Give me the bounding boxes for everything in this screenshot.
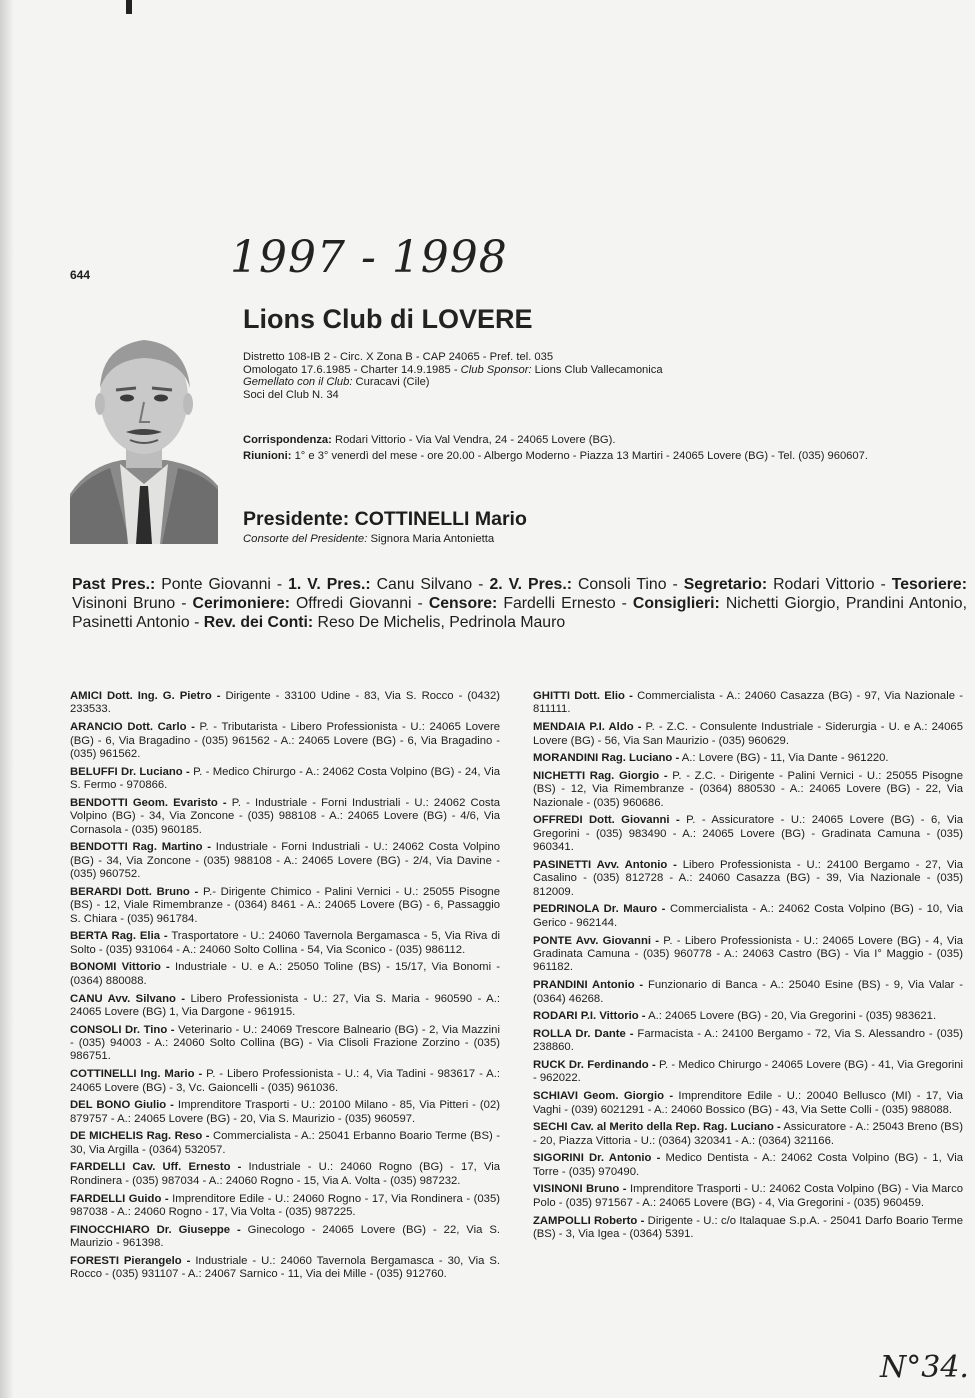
member-details: Commercialista - A.: 25041 Erbanno Boario Terme (BS) - 30, Via Argilla - (0364) 532057. [70,1130,501,1156]
officer-value: Fardelli Ernesto - [497,595,633,612]
member-name: ROLLA Dr. Dante - [533,1027,634,1040]
member-entry [533,1090,963,1117]
member-details: Industriale - U.: 24060 Tavernola Bergamasca - 30, Via S. Rocco - (035) 931107 - A.: 24067 Sarnico - 11, Via dei Mille - (035) 912760. [70,1254,500,1281]
club-info-line: Gemellato con il Club: Curacavi (Cile) [243,376,430,389]
member-name: PRANDINI Antonio - [533,979,644,992]
member-name: FARDELLI Cav. Uff. Ernesto - [70,1161,242,1174]
member-details: P. - Medico Chirurgo - A.: 24062 Costa Volpino (BG) - 24, Via S. Fermo - 970866. [70,765,500,792]
member-entry [70,1255,500,1282]
club-contact [243,432,953,464]
member-details: P. - Tributarista - Libero Professionista - U.: 24065 Lovere (BG) - 6, Via Bragadino - (035) 961562 - A.: 24065 Lovere (BG) - 6, Via Bragadino - (035) 961562. [70,721,500,760]
member-details: Ginecologo - 24065 Lovere (BG) - 22, Via S. Maurizio - 961398. [70,1223,500,1250]
member-name: BERTA Rag. Elia - [70,930,168,943]
member-details: A.: Lovere (BG) - 11, Via Dante - 961220. [679,752,889,765]
member-name: COTTINELLI Ing. Mario - [70,1068,203,1081]
member-name: PASINETTI Avv. Antonio - [533,858,677,871]
officer-value: Nichetti Giorgio, Prandini Antonio, Pasinetti Antonio - [72,595,967,631]
member-details: Industriale - U. e A.: 25050 Toline (BS) - 15/17, Via Bonomi - (0364) 880088. [70,961,501,987]
president-portrait [70,318,218,544]
officer-value: Ponte Giovanni - [155,576,289,593]
member-name: RUCK Dr. Ferdinando - [533,1059,656,1072]
member-details: Imprenditore Trasporti - U.: 24062 Costa Volpino (BG) - Via Marco Polo - (035) 971567 - A.: 24065 Lovere (BG) - 4, Via Gregorini - (035) 960459. [533,1183,963,1209]
member-name: DE MICHELIS Rag. Reso - [70,1130,210,1143]
member-entry [70,1224,500,1251]
member-entry [70,1099,500,1126]
member-name: FORESTI Pierangelo - [70,1254,191,1267]
club-sponsor-label: Club Sponsor: [460,363,532,376]
scan-edge-shadow [0,0,14,1398]
member-name: MENDAIA P.I. Aldo - [533,721,642,734]
member-details: Medico Dentista - A.: 24062 Costa Volpino (BG) - 1, Via Torre - (035) 970490. [533,1152,963,1178]
member-details: Funzionario di Banca - A.: 25040 Esine (BS) - 9, Via Valar - (0364) 46268. [533,979,963,1005]
member-name: RODARI P.I. Vittorio - [533,1010,646,1023]
officer-label: Past Pres.: [72,576,156,593]
officer-value: Reso De Michelis, Pedrinola Mauro [313,614,566,631]
correspondence-line: Corrispondenza: Rodari Vittorio - Via Val Vendra, 24 - 24065 Lovere (BG). [243,434,616,446]
member-name: BENDOTTI Rag. Martino - [70,841,212,854]
officer-label: Segretario: [683,576,768,593]
member-details: Libero Professionista - U.: 24100 Bergamo - 27, Via Casalino - (035) 812728 - A.: 24060 Casazza (BG) - 39, Via Nazionale - (035) 812009. [533,858,963,898]
member-name: VISINONI Bruno - [533,1183,627,1196]
scan-mark [126,0,132,14]
member-details: P. - Medico Chirurgo - 24065 Lovere (BG) - 41, Via Gregorini - 962022. [533,1059,964,1085]
club-title: Lions Club di LOVERE [243,304,533,334]
member-details: Industriale - U.: 24060 Rogno (BG) - 17, Via Rondinera - (035) 987034 - A.: 24060 Rogno - 15, Via A. Volta - (035) 987232. [70,1161,500,1187]
member-entry [70,721,500,761]
member-details: P. - Assicuratore - U.: 24065 Lovere (BG) - 6, Via Gregorini - (035) 983490 - A.: 24065 Lovere (BG) - Gradinata Camuna - (035) 960341. [533,814,963,854]
member-entry [70,1130,500,1157]
member-entry [70,930,500,957]
member-entry [533,1215,963,1242]
member-name: BONOMI Vittorio - [70,961,170,974]
officer-label: Cerimoniere: [192,595,290,612]
member-name: AMICI Dott. Ing. G. Pietro - [70,690,221,702]
member-name: BELUFFI Dr. Luciano - [70,765,190,778]
member-name: SCHIAVI Geom. Giorgio - [533,1090,674,1103]
officer-value: Canu Silvano - [370,576,490,593]
club-info-line: Omologato 17.6.1985 - Charter 14.9.1985 - Club Sponsor: Lions Club Vallecamonica [243,363,663,376]
twinned-club-label: Gemellato con il Club: [243,376,353,389]
member-entry [533,935,963,975]
member-name: FARDELLI Guido - [70,1192,169,1205]
member-name: GHITTI Dott. Elio - [533,690,633,702]
member-details: A.: 24065 Lovere (BG) - 20, Via Gregorini - (035) 983621. [645,1010,937,1023]
member-details: Imprenditore Edile - U.: 20040 Bellusco (MI) - 17, Via Vaghi - (039) 6021291 - A.: 24060 Bossico (BG) - 43, Via Sette Colli - (035) 988088. [533,1090,963,1116]
member-entry [533,1010,963,1023]
member-details: P. - Libero Professionista - U.: 4, Via Tadini - 983617 - A.: 24065 Lovere (BG) - 3, Vc. Gaioncelli - (035) 961036. [70,1068,500,1094]
member-details: Commercialista - A.: 24060 Casazza (BG) - 97, Via Nazionale - 811111. [533,690,963,716]
member-entry [533,1059,963,1086]
member-entry [70,961,500,988]
member-details: Trasportatore - U.: 24060 Tavernola Bergamasca - 5, Via Riva di Solto - (035) 931064 - A.: 24060 Solto Collina - 54, Via Sconico - (035) 986112. [70,930,501,956]
member-entry [70,993,500,1020]
member-entry [70,1161,500,1188]
club-info-line: Soci del Club N. 34 [243,388,339,401]
members-column-right [533,690,963,1246]
officer-value: Offredi Giovanni - [289,595,429,612]
member-details: Commercialista - A.: 24062 Costa Volpino (BG) - 10, Via Gerico - 962144. [533,903,963,929]
member-name: FINOCCHIARO Dr. Giuseppe - [70,1223,241,1236]
member-details: P. - Libero Professionista - U.: 24065 Lovere (BG) - 4, Via Gradinata Camuna - (035) 960778 - A.: 24063 Castro (BG) - Via I° Maggio - (035) 961182. [533,934,963,974]
member-details: P. - Z.C. - Dirigente - Palini Vernici - U.: 25055 Pisogne (BS) - 12, Via Rimembranze - (0364) 880530 - A.: 24065 Lovere (BG) - 22, Via Nazionale - (035) 960686. [533,769,963,809]
member-entry [533,690,963,717]
member-details: Imprenditore Edile - U.: 24060 Rogno - 17, Via Rondinera - (035) 987038 - A.: 24060 Rogno - 17, Via Volta - (035) 987225. [70,1192,500,1218]
members-column-left [70,690,500,1286]
member-entry [533,1121,963,1148]
club-info-line: Distretto 108-IB 2 - Circ. X Zona B - CAP 24065 - Pref. tel. 035 [243,351,554,363]
officer-label: 1. V. Pres.: [288,576,371,593]
member-name: SECHI Cav. al Merito della Rep. Rag. Luciano - [533,1121,781,1134]
officer-label: Rev. dei Conti: [203,614,314,631]
member-entry [533,903,963,930]
club-info [243,351,843,401]
member-name: CONSOLI Dr. Tino - [70,1023,175,1036]
officer-value: Visinoni Bruno - [72,595,193,612]
president-consort: Consorte del Presidente: Signora Maria Antonietta [243,533,495,545]
member-name: PONTE Avv. Giovanni - [533,934,660,947]
member-details: Dirigente - U.: c/o Italaquae S.p.A. - 25041 Darfo Boario Terme (BS) - 3, Via Igea - (0364) 5391. [533,1214,963,1240]
member-entry [70,886,500,926]
president-title: Presidente: COTTINELLI Mario [243,508,527,530]
member-entry [70,797,500,837]
member-details: P. - Z.C. - Consulente Industriale - Siderurgia - U. e A.: 24065 Lovere (BG) - 56, Via San Maurizio - (035) 960629. [533,721,963,747]
member-details: Imprenditore Trasporti - U.: 20100 Milano - 85, Via Pitteri - (02) 879757 - A.: 24065 Lovere (BG) - 20, Via S. Maurizio - (035) 960597. [70,1099,500,1125]
member-entry [533,1183,963,1210]
member-details: Farmacista - A.: 24100 Bergamo - 72, Via S. Alessandro - (035) 238860. [533,1027,963,1054]
officer-label: 2. V. Pres.: [489,576,572,593]
member-name: PEDRINOLA Dr. Mauro - [533,903,666,916]
member-name: SIGORINI Dr. Antonio - [533,1152,661,1165]
meetings-line: Riunioni: 1° e 3° venerdì del mese - ore 20.00 - Albergo Moderno - Piazza 13 Martiri - 24065 Lovere (BG) - Tel. (035) 960607. [243,450,868,462]
member-name: ZAMPOLLI Roberto - [533,1214,645,1227]
officer-label: Censore: [428,595,498,612]
member-details: Assicuratore - A.: 25043 Breno (BS) - 20, Piazza Vittoria - U.: (0364) 320341 - A.: (0364) 321166. [533,1121,963,1147]
officer-label: Consiglieri: [632,595,720,612]
member-entry [533,752,963,765]
member-entry [533,1028,963,1055]
member-name: BENDOTTI Geom. Evaristo - [70,796,227,809]
officer-value: Consoli Tino - [571,576,684,593]
member-details: Dirigente - 33100 Udine - 83, Via S. Rocco - (0432) 233533. [70,690,500,716]
member-details: Industriale - Forni Industriali - U.: 24062 Costa Volpino (BG) - 34, Via Zoncone - (035) 988108 - A.: 24065 Lovere (BG) - 2/4, Via Davine - (035) 960752. [70,841,501,881]
page-number: 644 [70,268,91,282]
member-entry [533,1152,963,1179]
member-entry [533,979,963,1006]
member-name: CANU Avv. Silvano - [70,992,186,1005]
officers-list [72,575,967,632]
member-details: Libero Professionista - U.: 27, Via S. Maria - 960590 - A.: 24065 Lovere (BG) 1, Via Dargone - 961915. [70,992,500,1018]
officer-label: Tesoriere: [891,576,967,593]
member-details: P.- Dirigente Chimico - Palini Vernici - U.: 25055 Pisogne (BS) - 12, Viale Rimembranze - (0364) 8461 - A.: 24065 Lovere (BG) - 6, Passaggio S. Chiara - (035) 961784. [70,885,500,925]
member-entry [533,859,963,899]
member-entry [533,721,963,748]
officer-value: Rodari Vittorio - [767,576,892,593]
member-entry [533,770,963,810]
handwritten-ref: N°34. [880,1350,969,1385]
member-details: Veterinario - U.: 24069 Trescore Balneario (BG) - 2, Via Mazzini - (035) 94003 - A.: 24060 Solto Collina (BG) - Via Clisoli Frazione Zorzino - (035) 986751. [70,1023,500,1063]
member-entry [533,814,963,854]
member-name: NICHETTI Rag. Giorgio - [533,769,668,782]
member-entry [70,1193,500,1220]
member-entry [70,766,500,793]
member-name: ARANCIO Dott. Carlo - [70,721,195,734]
member-name: MORANDINI Rag. Luciano - [533,752,680,765]
member-details: P. - Industriale - Forni Industriali - U.: 24062 Costa Volpino (BG) - 34, Via Zoncone - (035) 988108 - A.: 24065 Lovere (BG) - 4/6, Via Cornasola - (035) 960185. [70,796,500,836]
member-entry [70,841,500,881]
member-name: BERARDI Dott. Bruno - [70,885,199,898]
member-entry [70,1024,500,1064]
member-entry [70,690,500,717]
member-entry [70,1068,500,1095]
handwritten-year: 1997 - 1998 [230,232,508,283]
member-name: DEL BONO Giulio - [70,1099,174,1112]
member-name: OFFREDI Dott. Giovanni - [533,814,680,827]
